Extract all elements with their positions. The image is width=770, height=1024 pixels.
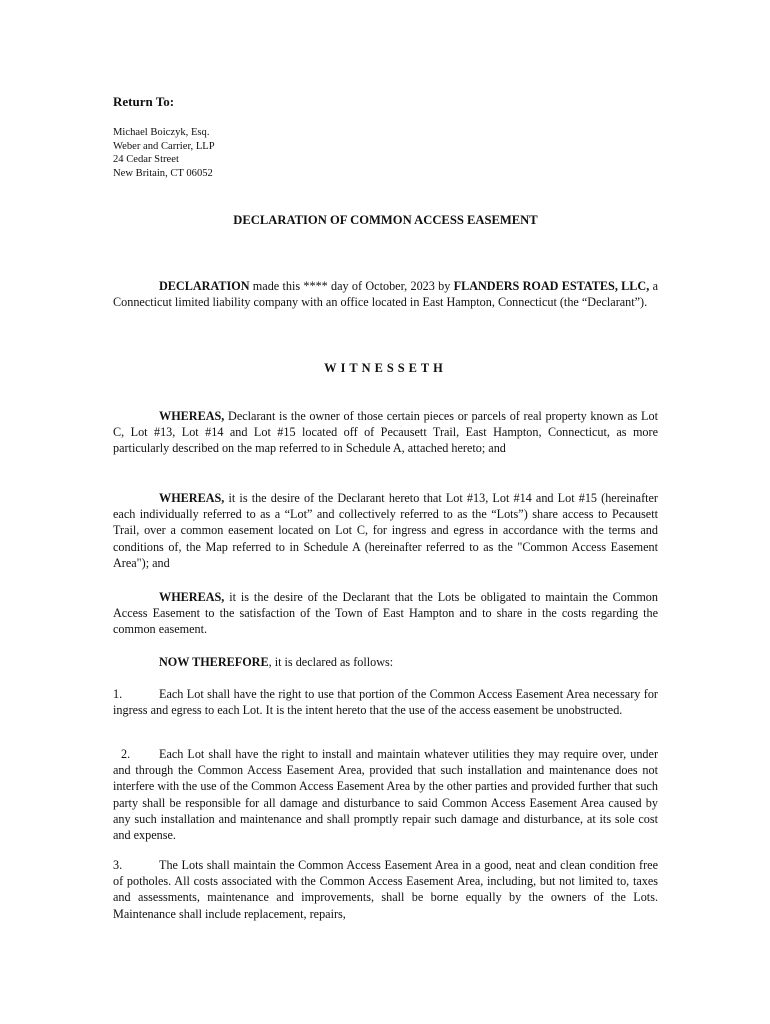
whereas-paragraph-1	[113, 408, 658, 457]
now-therefore-paragraph	[113, 654, 658, 670]
item-text-3: The Lots shall maintain the Common Access Easement Area in a good, neat and clean condition free of potholes. All costs associated with the Common Access Easement Area, including, but not limited to, taxes and assessments, maintenance and improvements, shall be borne equally by the owners of the Lots. Maintenance shall include replacement, repairs,	[113, 858, 658, 921]
intro-lead: DECLARATION	[159, 279, 250, 293]
whereas-lead-3: WHEREAS,	[159, 590, 225, 604]
intro-text-2: a Connecticut limited liability company with an office located in East Hampton, Connecticut (the “Declarant”).	[113, 279, 658, 310]
item-number-3: 3.	[113, 858, 123, 872]
document-title: DECLARATION OF COMMON ACCESS EASEMENT	[233, 213, 538, 227]
item-text-1: Each Lot shall have the right to use that portion of the Common Access Easement Area necessary for ingress and egress to each Lot. It is the intent hereto that the use of the access easement be unobstructed.	[113, 687, 658, 718]
intro-text-1: made this **** day of October, 2023 by	[249, 279, 454, 293]
whereas-lead-1: WHEREAS,	[159, 409, 225, 423]
whereas-text-1: Declarant is the owner of those certain pieces or parcels of real property known as Lot C, Lot #13, Lot #14 and Lot #15 located off of Pecausett Trail, East Hampton, Connecticut, as more particularly described on the map referred to in Schedule A, attached hereto; and	[113, 409, 658, 456]
now-therefore-lead: NOW THEREFORE	[159, 655, 269, 669]
whereas-text-3: it is the desire of the Declarant that the Lots be obligated to maintain the Common Access Easement to the satisfaction of the Town of East Hampton and to share in the costs regarding the common easement.	[113, 590, 658, 637]
address-line-city: New Britain, CT 06052	[113, 167, 213, 179]
return-address	[113, 126, 215, 180]
intro-paragraph	[113, 278, 658, 310]
item-text-2: Each Lot shall have the right to install and maintain whatever utilities they may require over, under and through the Common Access Easement Area, provided that such installation and maintenance does not interfere with the use of the Common Access Easement Area by the other parties and provided further that such party shall be responsible for all damage and disturbance to said Common Access Easement Area caused by any such installation and maintenance and shall promptly repair such damage and disturbance, at its sole cost and expense.	[113, 747, 658, 843]
whereas-paragraph-3	[113, 589, 658, 638]
item-number-2: 2.	[121, 747, 131, 761]
witnesseth-heading: WITNESSETH	[324, 361, 447, 375]
declarant-name: FLANDERS ROAD ESTATES, LLC,	[453, 279, 650, 293]
address-line-name: Michael Boiczyk, Esq.	[113, 127, 210, 138]
numbered-item-1	[113, 686, 658, 718]
whereas-lead-2: WHEREAS,	[159, 491, 225, 505]
return-to-heading: Return To:	[113, 94, 175, 109]
now-therefore-text: , it is declared as follows:	[268, 655, 394, 669]
whereas-paragraph-2	[113, 490, 658, 571]
whereas-text-2: it is the desire of the Declarant hereto that Lot #13, Lot #14 and Lot #15 (hereinafter each individually referred to as a “Lot” and collectively referred to as the “Lots”) share access to Pecausett Trail, over a common easement located on Lot C, for ingress and egress in accordance with the terms and conditions of, the Map referred to in Schedule A (hereinafter referred to as the "Common Access Easement Area"); and	[113, 491, 658, 570]
address-line-street: 24 Cedar Street	[113, 154, 179, 166]
numbered-item-2	[113, 746, 658, 843]
numbered-item-3	[113, 857, 658, 922]
address-line-firm: Weber and Carrier, LLP	[113, 140, 215, 152]
item-number-1: 1.	[113, 687, 123, 701]
